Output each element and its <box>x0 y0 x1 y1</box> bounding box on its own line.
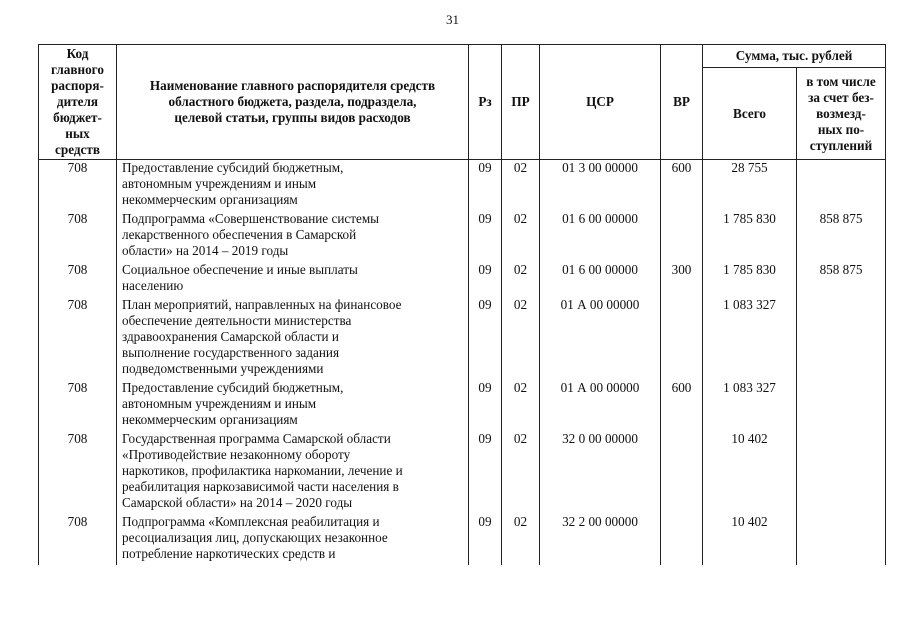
row-csr: 01 3 00 00000 <box>540 160 661 212</box>
table-row <box>39 262 886 297</box>
row-csr: 32 2 00 00000 <box>540 514 661 565</box>
row-total: 1 785 830 <box>703 262 797 297</box>
row-name-line: ресоциализация лиц, допускающих незаконное <box>122 530 388 545</box>
row-vr <box>661 211 703 262</box>
row-name <box>117 297 469 380</box>
row-total: 1 083 327 <box>703 297 797 380</box>
row-name-line: обеспечение деятельности министерства <box>122 313 352 328</box>
row-name-line: Социальное обеспечение и иные выплаты <box>122 262 358 277</box>
row-incl: 858 875 <box>797 262 886 297</box>
row-incl <box>797 431 886 514</box>
row-total: 10 402 <box>703 431 797 514</box>
row-incl <box>797 160 886 212</box>
header-csr: ЦСР <box>540 45 661 160</box>
row-pr: 02 <box>502 431 540 514</box>
row-name-line: Государственная программа Самарской области <box>122 431 391 446</box>
row-rz: 09 <box>469 380 502 431</box>
row-name-line: подведомственными учреждениями <box>122 361 324 376</box>
row-name <box>117 211 469 262</box>
row-name-line: Подпрограмма «Комплексная реабилитация и <box>122 514 380 529</box>
row-csr: 01 А 00 00000 <box>540 380 661 431</box>
row-name-line: потребление наркотических средств и <box>122 546 336 561</box>
row-code: 708 <box>39 160 117 212</box>
row-vr <box>661 514 703 565</box>
row-csr: 01 6 00 00000 <box>540 211 661 262</box>
row-rz: 09 <box>469 514 502 565</box>
row-incl <box>797 297 886 380</box>
row-name-line: автономным учреждениям и иным <box>122 396 317 411</box>
header-sum-group: Сумма, тыс. рублей <box>703 45 886 68</box>
row-incl <box>797 514 886 565</box>
budget-table <box>38 44 886 565</box>
page-number: 31 <box>446 12 459 27</box>
row-name-line: области» на 2014 – 2019 годы <box>122 243 289 258</box>
row-name-line: лекарственного обеспечения в Самарской <box>122 227 357 242</box>
row-code: 708 <box>39 380 117 431</box>
row-name-line: выполнение государственного задания <box>122 345 340 360</box>
row-name-line: здравоохранения Самарской области и <box>122 329 339 344</box>
row-name-line: некоммерческим организациям <box>122 192 298 207</box>
row-incl <box>797 380 886 431</box>
table-row <box>39 514 886 565</box>
table-row <box>39 160 886 212</box>
header-name: Наименование главного распорядителя средств областного бюджета, раздела, подраздела, целевой статьи, группы видов расходов <box>117 45 469 160</box>
row-vr: 600 <box>661 160 703 212</box>
header-total: Всего <box>703 68 797 160</box>
row-vr: 600 <box>661 380 703 431</box>
row-pr: 02 <box>502 514 540 565</box>
row-code: 708 <box>39 297 117 380</box>
table-row <box>39 211 886 262</box>
row-name <box>117 514 469 565</box>
row-total: 1 083 327 <box>703 380 797 431</box>
header-rz: Рз <box>469 45 502 160</box>
row-name-line: автономным учреждениям и иным <box>122 176 317 191</box>
row-total: 10 402 <box>703 514 797 565</box>
row-name-line: Подпрограмма «Совершенствование системы <box>122 211 380 226</box>
row-name <box>117 431 469 514</box>
row-name-line: наркотиков, профилактика наркомании, лечение и <box>122 463 403 478</box>
row-name-line: План мероприятий, направленных на финансовое <box>122 297 402 312</box>
table-row <box>39 297 886 380</box>
header-vr: ВР <box>661 45 703 160</box>
row-incl: 858 875 <box>797 211 886 262</box>
row-name <box>117 262 469 297</box>
row-name-line: населению <box>122 278 184 293</box>
row-vr <box>661 431 703 514</box>
header-code: Код главного распоря- дителя бюджет- ных средств <box>39 45 117 160</box>
row-code: 708 <box>39 211 117 262</box>
row-name <box>117 380 469 431</box>
row-vr <box>661 297 703 380</box>
header-incl: в том числе за счет без- возмезд- ных по- ступлений <box>797 68 886 160</box>
row-csr: 01 6 00 00000 <box>540 262 661 297</box>
row-name-line: Самарской области» на 2014 – 2020 годы <box>122 495 353 510</box>
row-csr: 01 А 00 00000 <box>540 297 661 380</box>
row-pr: 02 <box>502 160 540 212</box>
row-pr: 02 <box>502 297 540 380</box>
row-vr: 300 <box>661 262 703 297</box>
row-total: 1 785 830 <box>703 211 797 262</box>
row-pr: 02 <box>502 211 540 262</box>
row-pr: 02 <box>502 262 540 297</box>
row-name-line: реабилитация наркозависимой части населения в <box>122 479 399 494</box>
row-code: 708 <box>39 514 117 565</box>
table-body <box>39 160 886 566</box>
table-header <box>39 45 886 160</box>
row-name-line: некоммерческим организациям <box>122 412 298 427</box>
row-pr: 02 <box>502 380 540 431</box>
row-csr: 32 0 00 00000 <box>540 431 661 514</box>
row-code: 708 <box>39 262 117 297</box>
row-rz: 09 <box>469 262 502 297</box>
row-total: 28 755 <box>703 160 797 212</box>
row-name-line: «Противодействие незаконному обороту <box>122 447 351 462</box>
table-row <box>39 431 886 514</box>
table-row <box>39 380 886 431</box>
header-pr: ПР <box>502 45 540 160</box>
row-name <box>117 160 469 212</box>
row-code: 708 <box>39 431 117 514</box>
row-rz: 09 <box>469 160 502 212</box>
row-name-line: Предоставление субсидий бюджетным, <box>122 380 344 395</box>
row-rz: 09 <box>469 211 502 262</box>
row-rz: 09 <box>469 297 502 380</box>
row-rz: 09 <box>469 431 502 514</box>
row-name-line: Предоставление субсидий бюджетным, <box>122 160 344 175</box>
